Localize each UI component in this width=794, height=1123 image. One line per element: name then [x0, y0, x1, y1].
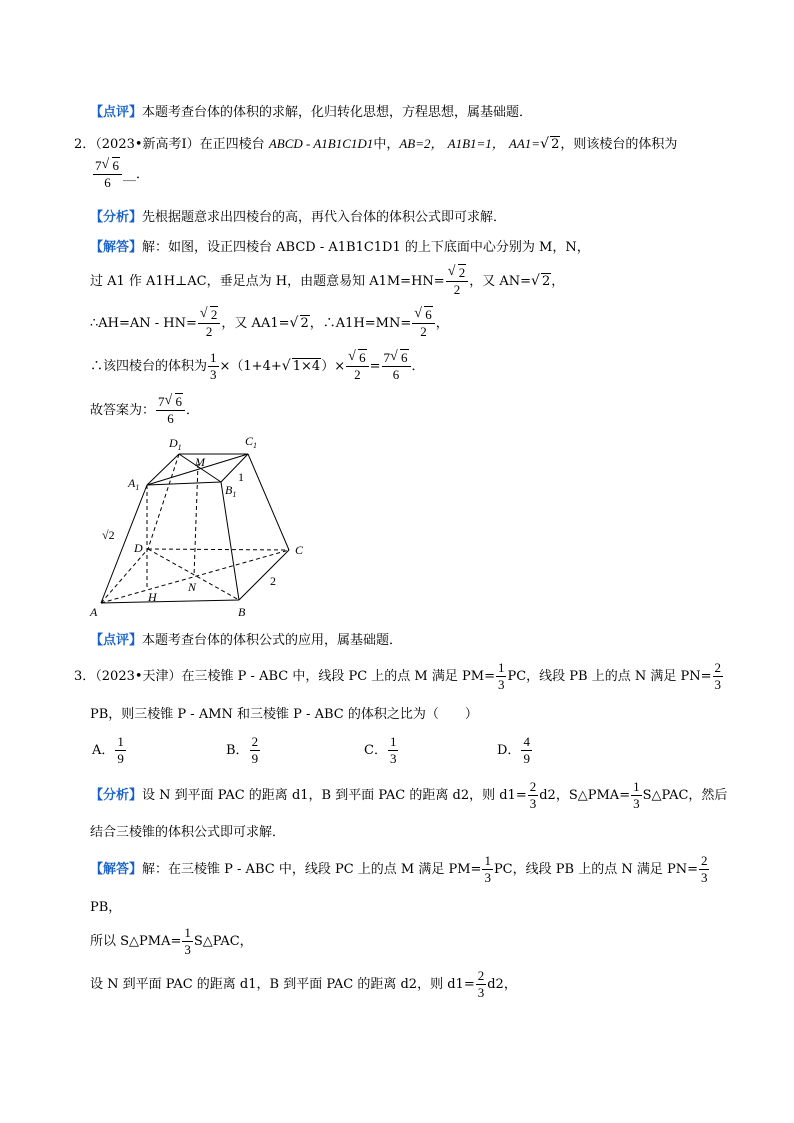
denominator: 9	[523, 751, 530, 766]
denominator: 3	[529, 796, 537, 811]
solution-text: ，	[551, 274, 565, 289]
solution-text: PC，线段 PB 上的点 N 满足 PN=	[493, 862, 698, 877]
analysis-text: 先根据题意求出四棱台的高，再代入台体的体积公式即可求解．	[142, 210, 507, 225]
label-b1: $B_1$	[225, 483, 237, 499]
fraction	[496, 660, 507, 693]
analysis-text: ，	[555, 788, 569, 803]
solution-text: 所以 S△PMA=	[90, 934, 182, 949]
radicand: 2	[300, 316, 309, 331]
q1-comment	[90, 103, 532, 123]
solution-text: ）×	[321, 359, 346, 374]
solution-text: ，∴A1H=MN=	[309, 316, 412, 331]
stem-text: 中，	[373, 137, 400, 152]
denominator: 2	[453, 282, 461, 297]
q2-solution-line2	[90, 265, 564, 298]
solution-text: ×（1+4+	[219, 359, 282, 374]
comment-tag: 【点评】	[90, 633, 143, 648]
label-d: D	[134, 541, 143, 555]
sqrt-expr	[414, 307, 433, 323]
option-b	[226, 734, 261, 767]
denominator: 3	[210, 367, 217, 382]
math-term: d2	[539, 788, 556, 803]
solution-text: ．	[186, 403, 200, 418]
numerator: 2	[477, 968, 485, 983]
radicand: 1×4	[292, 359, 321, 374]
option-label: D．	[497, 743, 521, 758]
q3-solution-line3	[90, 925, 253, 958]
q2-solution-line3	[90, 307, 449, 340]
answer-blank: __．	[123, 167, 150, 182]
coef: 7	[158, 394, 165, 409]
label-b: B	[238, 605, 246, 619]
denominator: 2	[354, 367, 361, 382]
solution-text: 故答案为：	[90, 403, 156, 418]
math-term: S△PAC	[642, 788, 689, 803]
denominator: 6	[104, 175, 111, 190]
q2-stem	[74, 134, 677, 155]
radicand: 6	[401, 350, 408, 365]
question-source: （2023•天津）	[95, 669, 182, 684]
option-label: C．	[364, 743, 387, 758]
fraction	[182, 925, 193, 958]
math-term: d1	[499, 788, 516, 803]
sqrt-expr	[448, 265, 467, 281]
coef: 7	[95, 158, 102, 173]
q3-stem	[74, 660, 724, 693]
radicand: 2	[541, 274, 551, 289]
radicand: 2	[551, 137, 560, 152]
denominator: 3	[633, 796, 640, 811]
option-label: B．	[226, 743, 249, 758]
solution-tag: 【解答】	[90, 862, 143, 877]
sqrt-expr	[102, 158, 121, 174]
math-term: d2	[487, 977, 504, 992]
stem-text: 在三棱锥 P - ABC 中，线段 PC 上的点 M 满足 PM=	[181, 669, 495, 684]
solution-text: ∴该四棱台的体积为	[90, 359, 208, 374]
sqrt-expr	[290, 316, 310, 331]
sqrt-expr	[165, 394, 184, 410]
math-term: =	[463, 977, 475, 992]
edge-d-d1	[148, 454, 179, 549]
frustum-figure	[88, 432, 318, 624]
label-a: A	[90, 605, 98, 619]
solution-text: S△PAC，	[193, 934, 253, 949]
edge-ab: AB=2，	[399, 136, 444, 151]
analysis-text: ，然后	[688, 788, 728, 803]
option-label: A．	[92, 743, 115, 758]
subscript: 1	[177, 443, 182, 452]
fraction	[528, 779, 539, 812]
q3-solution-line4	[90, 968, 517, 1001]
option-d	[497, 734, 533, 767]
solution-text: 设 N 到平面 PAC 的距离 d1，B 到平面 PAC 的距离 d2，则	[90, 977, 448, 992]
fraction	[713, 660, 724, 693]
solution-text: ，又 AN=	[469, 274, 531, 289]
numerator: 1	[389, 734, 397, 749]
math-term: S△PMA	[568, 788, 620, 803]
denominator: 3	[389, 751, 397, 766]
solution-tag: 【解答】	[90, 240, 143, 255]
solution-text: 解：在三棱锥 P - ABC 中，线段 PC 上的点 M 满足 PM=	[142, 862, 482, 877]
q2-comment	[90, 631, 402, 651]
denominator: 6	[392, 367, 400, 382]
answer-fraction	[93, 158, 122, 191]
solution-text: ．	[411, 359, 425, 374]
fraction	[631, 779, 642, 812]
sqrt-expr	[531, 274, 551, 289]
comment-tag: 【点评】	[90, 105, 143, 120]
frustum-name: ABCD - A1B1C1D1	[268, 136, 374, 151]
subscript: 1	[232, 490, 237, 499]
denominator: 3	[477, 985, 485, 1000]
question-number: 2．	[74, 137, 96, 152]
option-a	[92, 734, 127, 767]
edge-c-c1	[248, 454, 289, 550]
q3-solution-line2	[90, 898, 121, 918]
stem-text: 在正四棱台	[199, 137, 265, 152]
numerator: 2	[529, 779, 537, 794]
radicand: 2	[210, 307, 218, 322]
sqrt-expr	[390, 350, 409, 366]
segment-mn	[194, 464, 198, 576]
fraction	[476, 968, 487, 1001]
q3-stem-line2	[90, 705, 478, 725]
sqrt-expr	[282, 359, 321, 374]
solution-text: =	[369, 359, 381, 374]
comment-text: 本题考查台体的体积公式的应用，属基础题．	[142, 633, 403, 648]
label-sqrt2: √2	[102, 528, 115, 542]
denominator: 9	[117, 751, 124, 766]
solution-text: ，	[503, 977, 517, 992]
numerator: 2	[700, 853, 708, 868]
label-h: H	[148, 590, 157, 604]
q3-analysis	[90, 779, 727, 812]
label-n: N	[188, 580, 197, 594]
question-source: （2023•新高考Ⅰ）	[95, 137, 200, 152]
fraction	[208, 350, 219, 383]
stem-text: PB，则三棱锥 P - AMN 和三棱锥 P - ABC 的体积之比为（ ）	[90, 707, 478, 722]
numerator: 1	[497, 660, 505, 675]
solution-text: 过 A1 作 A1H⊥AC，垂足点为 H，由题意易知 A1M=HN=	[90, 274, 445, 289]
fraction	[521, 734, 532, 767]
edge-aa1: AA1=	[508, 136, 541, 151]
fraction	[482, 853, 493, 886]
math-term: =	[619, 788, 631, 803]
edge-a1b1: A1B1=1，	[447, 136, 505, 151]
denominator: 3	[184, 942, 191, 957]
solution-text: 解：如图，设正四棱台 ABCD - A1B1C1D1 的上下底面中心分别为 M，N，	[142, 240, 590, 255]
subscript: 1	[135, 483, 140, 492]
solution-text: ∴AH=AN - HN=	[90, 316, 197, 331]
denominator: 3	[497, 677, 505, 692]
numerator: 1	[184, 925, 191, 940]
fraction	[115, 734, 126, 767]
label-one: 1	[238, 470, 244, 484]
q3-analysis-line2	[90, 823, 285, 843]
label-a1: $A_1$	[128, 476, 140, 492]
edge-a1-b1	[147, 482, 221, 485]
math-term: d1	[447, 977, 464, 992]
denominator: 6	[167, 411, 174, 426]
fraction	[382, 350, 411, 383]
sqrt-expr	[348, 350, 367, 366]
numerator: 4	[523, 734, 530, 749]
solution-text: ，又 AA1=	[221, 316, 290, 331]
analysis-text: 结合三棱锥的体积公式即可求解．	[90, 825, 286, 840]
comment-text: 本题考查台体的体积的求解，化归转化思想，方程思想，属基础题．	[142, 105, 533, 120]
label-m: M	[195, 455, 205, 469]
math-term: =	[515, 788, 527, 803]
fraction	[699, 853, 710, 886]
radicand: 6	[175, 394, 183, 409]
solution-text: PB，	[90, 900, 122, 915]
fraction	[388, 734, 399, 767]
solution-text: ，	[435, 316, 449, 331]
label-c: C	[295, 543, 304, 557]
q2-solution-line1	[90, 238, 590, 258]
label-d1: $D_1$	[169, 436, 182, 452]
fraction	[446, 265, 469, 298]
option-c	[364, 734, 399, 767]
fraction	[346, 350, 369, 383]
sqrt-expr	[540, 135, 560, 155]
subscript: 1	[253, 441, 258, 450]
radicand: 6	[359, 350, 366, 365]
denominator: 3	[714, 677, 722, 692]
numerator: 2	[714, 660, 722, 675]
label-two: 2	[270, 574, 276, 588]
numerator: 1	[117, 734, 124, 749]
analysis-tag: 【分析】	[90, 210, 143, 225]
denominator: 2	[420, 324, 427, 339]
denominator: 9	[251, 751, 259, 766]
stem-text: PC，线段 PB 上的点 N 满足 PN=	[507, 669, 712, 684]
numerator: 1	[484, 853, 491, 868]
fraction	[198, 307, 221, 340]
analysis-text: 设 N 到平面 PAC 的距离 d1，B 到平面 PAC 的距离 d2，则	[142, 788, 500, 803]
radicand: 2	[458, 265, 466, 280]
coef: 7	[383, 350, 390, 365]
stem-text: ，则该棱台的体积为	[560, 137, 678, 152]
numerator: 2	[251, 734, 259, 749]
edge-a-d	[101, 549, 148, 603]
q3-solution-line1	[90, 853, 710, 886]
fraction	[156, 394, 185, 427]
denominator: 3	[484, 870, 491, 885]
q2-solution-line4	[90, 350, 425, 383]
radicand: 6	[425, 307, 432, 322]
denominator: 3	[700, 870, 708, 885]
q2-analysis	[90, 208, 506, 228]
fraction	[412, 307, 435, 340]
edge-a-b	[101, 600, 239, 603]
sqrt-expr	[200, 307, 219, 323]
analysis-tag: 【分析】	[90, 788, 143, 803]
numerator: 1	[633, 779, 640, 794]
question-number: 3．	[74, 669, 96, 684]
edge-d-c	[148, 549, 289, 550]
label-c1: $C_1$	[245, 434, 258, 450]
radicand: 6	[112, 158, 119, 173]
denominator: 2	[205, 324, 213, 339]
q2-answer-blank	[92, 158, 149, 191]
edge-b-b1	[221, 482, 239, 600]
q2-final-answer	[90, 394, 199, 427]
fraction	[250, 734, 261, 767]
numerator: 1	[210, 350, 217, 365]
